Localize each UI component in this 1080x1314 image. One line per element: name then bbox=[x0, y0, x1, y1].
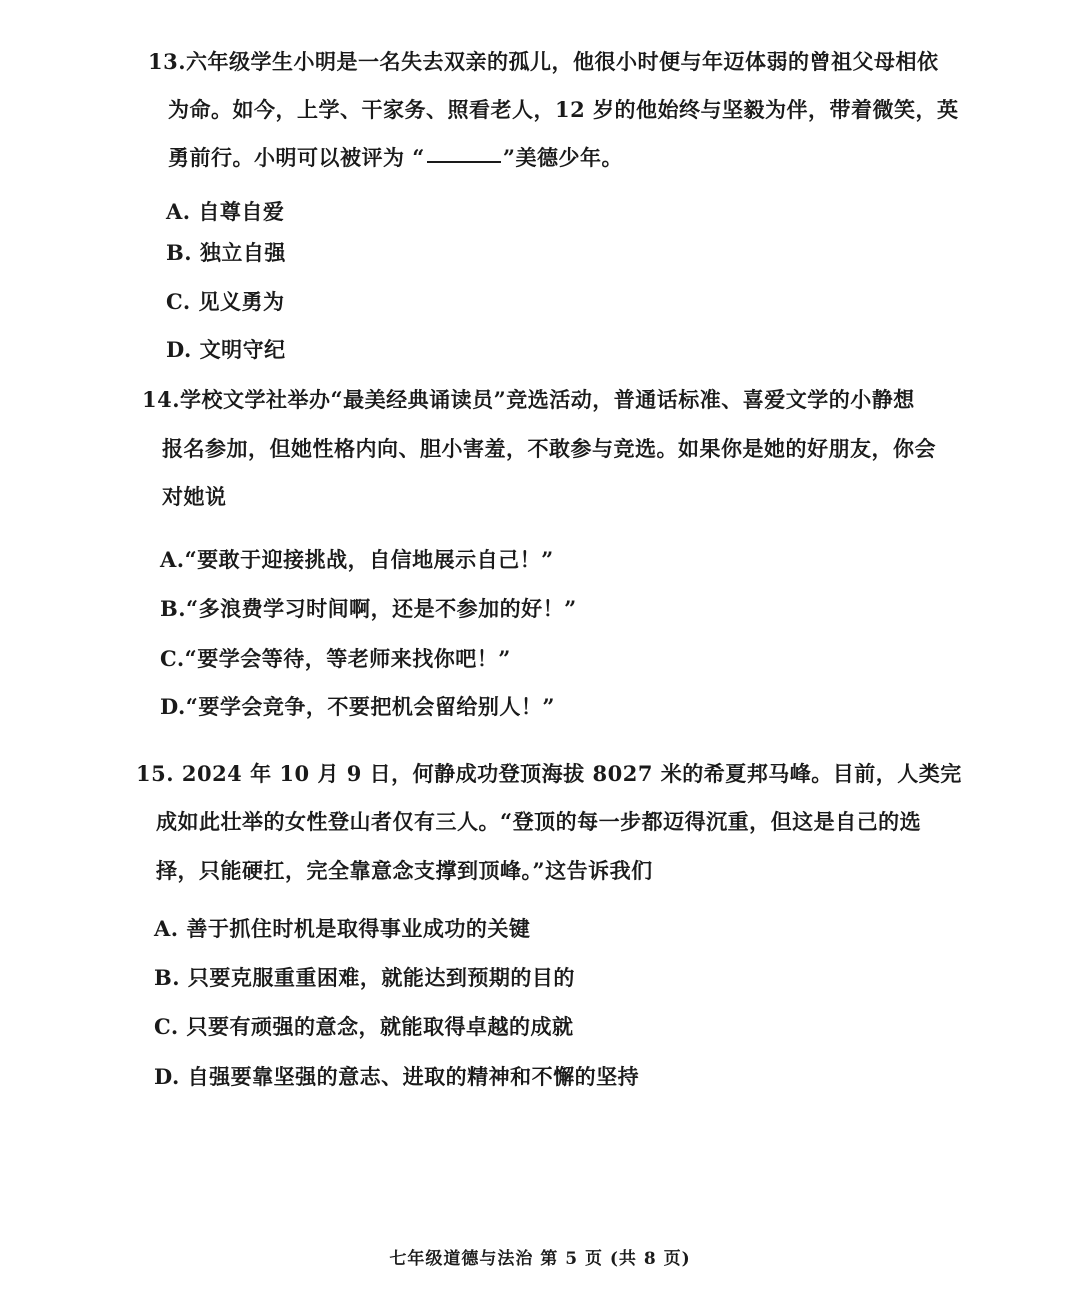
question-text-line: 14.学校文学社举办“最美经典诵读员”竞选活动，普通话标准、喜爱文学的小静想 bbox=[142, 387, 915, 412]
option-b: B. 独立自强 bbox=[166, 240, 286, 265]
question-text-line: 报名参加，但她性格内向、胆小害羞，不敢参与竞选。如果你是她的好朋友，你会 bbox=[162, 436, 936, 461]
question-text-line: 成如此壮举的女性登山者仅有三人。“登顶的每一步都迈得沉重，但这是自己的选 bbox=[156, 809, 922, 834]
option-c: C. 见义勇为 bbox=[166, 289, 285, 314]
page-footer: 七年级道德与法治 第 5 页 (共 8 页) bbox=[389, 1249, 691, 1269]
option-c: C.“要学会等待，等老师来找你吧！” bbox=[160, 646, 511, 671]
option-d: D. 文明守纪 bbox=[166, 337, 286, 362]
option-d: D.“要学会竞争，不要把机会留给别人！” bbox=[160, 694, 555, 719]
question-text-line bbox=[168, 144, 623, 172]
option-a: A.“要敢于迎接挑战，自信地展示自己！” bbox=[160, 547, 554, 572]
question-text-segment: 勇前行。小明可以被评为 “ bbox=[168, 145, 425, 170]
question-text-segment: ”美德少年。 bbox=[502, 145, 623, 170]
question-text-line: 择，只能硬扛，完全靠意念支撑到顶峰。”这告诉我们 bbox=[156, 858, 653, 883]
question-text-line: 对她说 bbox=[162, 484, 227, 509]
question-text-line: 15. 2024 年 10 月 9 日，何静成功登顶海拔 8027 米的希夏邦马峰。目前，人类完 bbox=[136, 761, 962, 786]
question-text-line: 13.六年级学生小明是一名失去双亲的孤儿，他很小时便与年迈体弱的曾祖父母相依 bbox=[148, 49, 939, 74]
option-c: C. 只要有顽强的意念，就能取得卓越的成就 bbox=[154, 1014, 574, 1039]
answer-blank bbox=[427, 161, 501, 163]
option-b: B.“多浪费学习时间啊，还是不参加的好！” bbox=[160, 596, 577, 621]
option-b: B. 只要克服重重困难，就能达到预期的目的 bbox=[154, 965, 575, 990]
option-d: D. 自强要靠坚强的意志、进取的精神和不懈的坚持 bbox=[154, 1064, 640, 1089]
option-a: A. 自尊自爱 bbox=[166, 199, 285, 224]
option-a: A. 善于抓住时机是取得事业成功的关键 bbox=[154, 916, 531, 941]
question-text-line: 为命。如今，上学、干家务、照看老人，12 岁的他始终与坚毅为伴，带着微笑，英 bbox=[168, 97, 959, 122]
